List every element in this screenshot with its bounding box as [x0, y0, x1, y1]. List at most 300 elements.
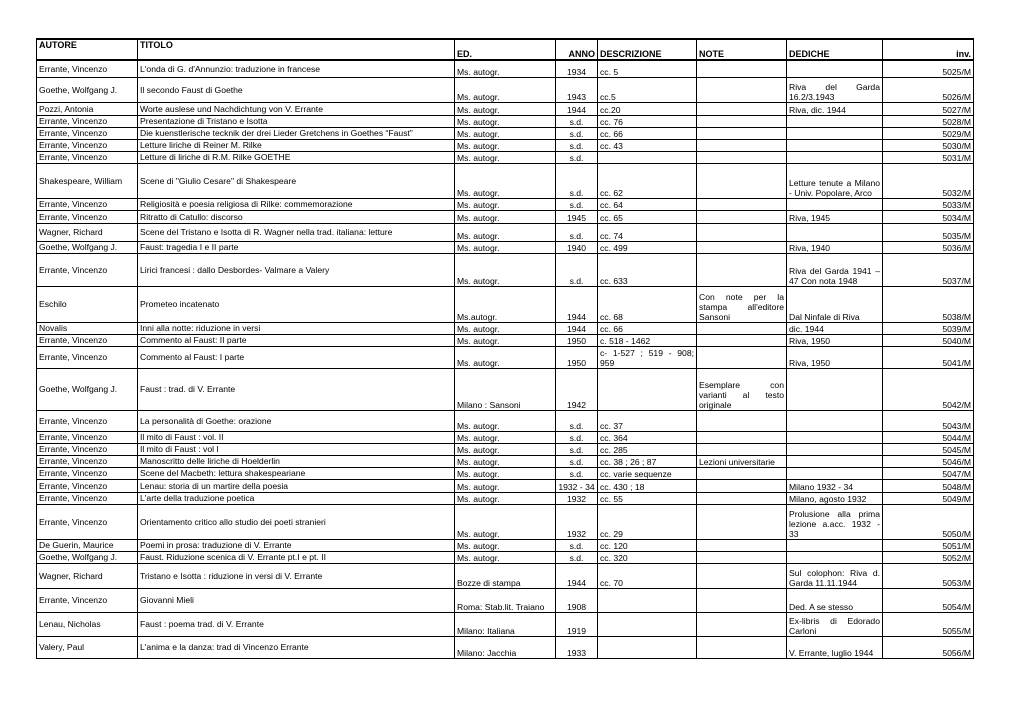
cell-autore: Errante, Vincenzo	[37, 253, 138, 286]
cell-inv: 5042/M	[883, 368, 974, 410]
cell-anno: s.d.	[556, 539, 598, 551]
table-row	[37, 115, 974, 127]
cell-anno: 1933	[556, 636, 598, 658]
cell-descrizione: cc. 55	[598, 492, 697, 504]
cell-dediche: Riva, 1940	[787, 241, 883, 253]
cell-note	[697, 563, 787, 588]
cell-ed: Ms. autogr.	[455, 455, 556, 467]
cell-anno: s.d.	[556, 410, 598, 431]
table-row	[37, 539, 974, 551]
table-row	[37, 286, 974, 322]
cell-note	[697, 253, 787, 286]
cell-dediche: Letture tenute a Milano - Univ. Popolare, Arco	[787, 163, 883, 198]
cell-descrizione: cc.5	[598, 77, 697, 102]
cell-inv: 5025/M	[883, 60, 974, 77]
table-row	[37, 368, 974, 410]
cell-dediche: Riva, 1950	[787, 334, 883, 346]
cell-titolo: Lenau: storia di un martire della poesia	[138, 479, 455, 492]
cell-inv: 5028/M	[883, 115, 974, 127]
cell-ed: Ms. autogr.	[455, 479, 556, 492]
cell-anno: s.d.	[556, 151, 598, 163]
cell-dediche: Riva, 1945	[787, 210, 883, 223]
cell-anno: s.d.	[556, 253, 598, 286]
cell-ed: Ms. autogr.	[455, 77, 556, 102]
cell-autore: Errante, Vincenzo	[37, 346, 138, 368]
cell-titolo: Orientamento critico allo studio dei poeti stranieri	[138, 504, 455, 539]
table-row	[37, 163, 974, 198]
cell-dediche	[787, 368, 883, 410]
cell-dediche: Ex-libris di Edorado Carloni	[787, 612, 883, 636]
cell-inv: 5027/M	[883, 102, 974, 115]
cell-descrizione: cc. 37	[598, 410, 697, 431]
cell-dediche	[787, 223, 883, 241]
cell-dediche	[787, 139, 883, 151]
cell-autore: Errante, Vincenzo	[37, 492, 138, 504]
cell-autore: Errante, Vincenzo	[37, 455, 138, 467]
cell-dediche: Prolusione alla prima lezione a.acc. 1932 - 33	[787, 504, 883, 539]
header-anno: ANNO	[556, 39, 598, 60]
cell-inv: 5044/M	[883, 431, 974, 443]
cell-dediche	[787, 60, 883, 77]
table-row	[37, 346, 974, 368]
table-row	[37, 431, 974, 443]
cell-inv: 5032/M	[883, 163, 974, 198]
cell-ed: Ms. autogr.	[455, 127, 556, 139]
cell-descrizione	[598, 368, 697, 410]
header-autore: AUTORE	[37, 39, 138, 60]
cell-descrizione: cc.20	[598, 102, 697, 115]
cell-titolo: Letture di liriche di R.M. Rilke GOETHE	[138, 151, 455, 163]
cell-note	[697, 346, 787, 368]
cell-titolo: Prometeo incatenato	[138, 286, 455, 322]
cell-titolo: Presentazione di Tristano e Isotta	[138, 115, 455, 127]
cell-ed: Bozze di stampa	[455, 563, 556, 588]
table-row	[37, 455, 974, 467]
cell-inv: 5054/M	[883, 588, 974, 612]
cell-inv: 5035/M	[883, 223, 974, 241]
cell-ed: Ms. autogr.	[455, 346, 556, 368]
cell-descrizione	[598, 151, 697, 163]
cell-dediche	[787, 455, 883, 467]
cell-descrizione: cc. 74	[598, 223, 697, 241]
cell-anno: 1934	[556, 60, 598, 77]
cell-autore: Wagner, Richard	[37, 223, 138, 241]
cell-descrizione: cc. 120	[598, 539, 697, 551]
table-row	[37, 612, 974, 636]
table-row	[37, 253, 974, 286]
table-body	[37, 60, 974, 658]
header-descrizione: DESCRIZIONE	[598, 39, 697, 60]
cell-titolo: Commento al Faust: I parte	[138, 346, 455, 368]
cell-descrizione: cc. 65	[598, 210, 697, 223]
cell-note	[697, 151, 787, 163]
cell-dediche: Riva del Garda 16.2/3.1943	[787, 77, 883, 102]
cell-autore: Errante, Vincenzo	[37, 588, 138, 612]
cell-dediche: V. Errante, luglio 1944	[787, 636, 883, 658]
cell-titolo: Tristano e Isotta : riduzione in versi di V. Errante	[138, 563, 455, 588]
cell-ed: Ms. autogr.	[455, 253, 556, 286]
cell-titolo: Lirici francesi : dallo Desbordes- Valmare a Valery	[138, 253, 455, 286]
cell-descrizione: cc. 66	[598, 127, 697, 139]
cell-dediche	[787, 539, 883, 551]
cell-inv: 5038/M	[883, 286, 974, 322]
cell-inv: 5052/M	[883, 551, 974, 563]
cell-dediche: Riva, 1950	[787, 346, 883, 368]
cell-inv: 5048/M	[883, 479, 974, 492]
cell-ed: Ms. autogr.	[455, 334, 556, 346]
table-row	[37, 210, 974, 223]
cell-dediche: Dal Ninfale di Riva	[787, 286, 883, 322]
cell-inv: 5055/M	[883, 612, 974, 636]
cell-ed: Ms. autogr.	[455, 539, 556, 551]
cell-note	[697, 115, 787, 127]
cell-titolo: Il secondo Faust di Goethe	[138, 77, 455, 102]
cell-titolo: Religiosità e poesia religiosa di Rilke: commemorazione	[138, 198, 455, 210]
cell-anno: 1932	[556, 492, 598, 504]
cell-note	[697, 467, 787, 479]
cell-descrizione: c- 1-527 ; 519 - 908; 959	[598, 346, 697, 368]
cell-anno: 1950	[556, 334, 598, 346]
cell-note	[697, 127, 787, 139]
table-row	[37, 77, 974, 102]
cell-titolo: Scene del Macbeth: lettura shakespeariane	[138, 467, 455, 479]
cell-descrizione: cc. 76	[598, 115, 697, 127]
cell-autore: Wagner, Richard	[37, 563, 138, 588]
cell-inv: 5034/M	[883, 210, 974, 223]
cell-autore: Goethe, Wolfgang J.	[37, 77, 138, 102]
cell-ed: Milano : Sansoni	[455, 368, 556, 410]
cell-anno: 1944	[556, 322, 598, 334]
cell-anno: s.d.	[556, 443, 598, 455]
cell-ed: Ms. autogr.	[455, 410, 556, 431]
cell-titolo: Letture liriche di Reiner M. Rilke	[138, 139, 455, 151]
cell-autore: Errante, Vincenzo	[37, 151, 138, 163]
cell-note	[697, 431, 787, 443]
cell-inv: 5037/M	[883, 253, 974, 286]
cell-descrizione: cc. 29	[598, 504, 697, 539]
cell-anno: 1919	[556, 612, 598, 636]
cell-anno: s.d.	[556, 223, 598, 241]
cell-autore: Goethe, Wolfgang J.	[37, 241, 138, 253]
table-row	[37, 467, 974, 479]
cell-titolo: Faust: tragedia I e II parte	[138, 241, 455, 253]
header-dediche: DEDICHE	[787, 39, 883, 60]
cell-anno: s.d.	[556, 127, 598, 139]
cell-descrizione: cc. 430 ; 18	[598, 479, 697, 492]
header-ed: ED.	[455, 39, 556, 60]
cell-dediche	[787, 151, 883, 163]
cell-ed: Ms. autogr.	[455, 151, 556, 163]
cell-note	[697, 334, 787, 346]
cell-inv: 5046/M	[883, 455, 974, 467]
cell-inv: 5043/M	[883, 410, 974, 431]
cell-titolo: Die kuenstlerische tecknik der drei Lieder Gretchens in Goethes “Faust”	[138, 127, 455, 139]
table-row	[37, 504, 974, 539]
cell-anno: s.d.	[556, 139, 598, 151]
cell-ed: Ms.autogr.	[455, 286, 556, 322]
cell-autore: Lenau, Nicholas	[37, 612, 138, 636]
cell-ed: Ms. autogr.	[455, 210, 556, 223]
cell-descrizione	[598, 588, 697, 612]
cell-titolo: Il mito di Faust : vol. II	[138, 431, 455, 443]
cell-note	[697, 163, 787, 198]
cell-anno: s.d.	[556, 198, 598, 210]
cell-autore: Errante, Vincenzo	[37, 410, 138, 431]
cell-note	[697, 223, 787, 241]
cell-note	[697, 504, 787, 539]
cell-inv: 5040/M	[883, 334, 974, 346]
cell-titolo: Il mito di Faust : vol I	[138, 443, 455, 455]
cell-inv: 5050/M	[883, 504, 974, 539]
catalog-sheet	[36, 38, 973, 659]
cell-titolo: Faust : trad. di V. Errante	[138, 368, 455, 410]
cell-dediche	[787, 410, 883, 431]
cell-dediche	[787, 551, 883, 563]
cell-anno: 1944	[556, 286, 598, 322]
cell-titolo: Faust : poema trad. di V. Errante	[138, 612, 455, 636]
cell-dediche	[787, 115, 883, 127]
cell-descrizione: cc. 62	[598, 163, 697, 198]
cell-titolo: Scene di "Giulio Cesare" di Shakespeare	[138, 163, 455, 198]
cell-autore: Shakespeare, William	[37, 163, 138, 198]
cell-inv: 5049/M	[883, 492, 974, 504]
table-row	[37, 198, 974, 210]
cell-descrizione: cc. 285	[598, 443, 697, 455]
cell-autore: Errante, Vincenzo	[37, 431, 138, 443]
cell-titolo: Worte auslese und Nachdichtung von V. Errante	[138, 102, 455, 115]
cell-note: Esemplare con varianti al testo originale	[697, 368, 787, 410]
cell-anno: 1943	[556, 77, 598, 102]
cell-note	[697, 60, 787, 77]
cell-dediche	[787, 127, 883, 139]
table-row	[37, 102, 974, 115]
cell-dediche: Sul colophon: Riva d. Garda 11.11.1944	[787, 563, 883, 588]
cell-autore: Novalis	[37, 322, 138, 334]
cell-autore: Errante, Vincenzo	[37, 210, 138, 223]
table-row	[37, 492, 974, 504]
cell-anno: s.d.	[556, 551, 598, 563]
cell-note	[697, 198, 787, 210]
cell-dediche: Milano, agosto 1932	[787, 492, 883, 504]
cell-dediche	[787, 443, 883, 455]
cell-ed: Milano: Italiana	[455, 612, 556, 636]
table-row	[37, 551, 974, 563]
cell-inv: 5029/M	[883, 127, 974, 139]
table-row	[37, 241, 974, 253]
cell-titolo: Poemi in prosa: traduzione di V. Errante	[138, 539, 455, 551]
table-row	[37, 479, 974, 492]
table-row	[37, 127, 974, 139]
cell-note	[697, 636, 787, 658]
cell-note	[697, 492, 787, 504]
header-inv: inv.	[883, 39, 974, 60]
cell-note	[697, 443, 787, 455]
cell-inv: 5045/M	[883, 443, 974, 455]
table-row	[37, 563, 974, 588]
cell-autore: Eschilo	[37, 286, 138, 322]
cell-ed: Ms. autogr.	[455, 115, 556, 127]
cell-descrizione: cc. 633	[598, 253, 697, 286]
cell-inv: 5047/M	[883, 467, 974, 479]
cell-ed: Roma: Stab.lit. Traiano	[455, 588, 556, 612]
cell-descrizione: cc. 38 ; 26 ; 87	[598, 455, 697, 467]
cell-anno: s.d.	[556, 163, 598, 198]
cell-autore: Goethe, Wolfgang J.	[37, 368, 138, 410]
cell-anno: 1940	[556, 241, 598, 253]
header-row	[37, 39, 974, 60]
cell-note	[697, 77, 787, 102]
cell-descrizione	[598, 636, 697, 658]
cell-titolo: Ritratto di Catullo: discorso	[138, 210, 455, 223]
table-row	[37, 334, 974, 346]
cell-descrizione: cc. 43	[598, 139, 697, 151]
cell-descrizione	[598, 612, 697, 636]
cell-note	[697, 241, 787, 253]
cell-autore: Goethe, Wolfgang J.	[37, 551, 138, 563]
cell-titolo: L'arte della traduzione poetica	[138, 492, 455, 504]
cell-dediche: dic. 1944	[787, 322, 883, 334]
header-note: NOTE	[697, 39, 787, 60]
cell-note	[697, 588, 787, 612]
cell-titolo: Inni alla notte: riduzione in versi	[138, 322, 455, 334]
cell-titolo: L'onda di G. d'Annunzio: traduzione in francese	[138, 60, 455, 77]
table-row	[37, 588, 974, 612]
cell-titolo: Scene del Tristano e Isotta di R. Wagner nella trad. italiana: letture	[138, 223, 455, 241]
cell-anno: 1944	[556, 102, 598, 115]
cell-descrizione: cc. 320	[598, 551, 697, 563]
cell-ed: Ms. autogr.	[455, 102, 556, 115]
cell-anno: 1932 - 34	[556, 479, 598, 492]
cell-anno: s.d.	[556, 467, 598, 479]
cell-note	[697, 210, 787, 223]
cell-dediche: Milano 1932 - 34	[787, 479, 883, 492]
cell-autore: Errante, Vincenzo	[37, 443, 138, 455]
cell-ed: Ms. autogr.	[455, 504, 556, 539]
table-row	[37, 139, 974, 151]
cell-anno: 1944	[556, 563, 598, 588]
cell-ed: Ms. autogr.	[455, 241, 556, 253]
cell-inv: 5033/M	[883, 198, 974, 210]
cell-titolo: Manoscritto delle liriche di Hoelderlin	[138, 455, 455, 467]
cell-anno: 1945	[556, 210, 598, 223]
cell-note	[697, 322, 787, 334]
cell-anno: 1932	[556, 504, 598, 539]
cell-note	[697, 102, 787, 115]
table-row	[37, 223, 974, 241]
table-row	[37, 443, 974, 455]
cell-note	[697, 410, 787, 431]
cell-titolo: Faust. Riduzione scenica di V. Errante pt.I e pt. II	[138, 551, 455, 563]
cell-titolo: Commento al Faust: II parte	[138, 334, 455, 346]
cell-inv: 5053/M	[883, 563, 974, 588]
cell-titolo: La personalità di Goethe: orazione	[138, 410, 455, 431]
cell-descrizione: cc. 70	[598, 563, 697, 588]
cell-autore: Errante, Vincenzo	[37, 467, 138, 479]
cell-autore: De Guerin, Maurice	[37, 539, 138, 551]
cell-anno: 1950	[556, 346, 598, 368]
cell-dediche	[787, 467, 883, 479]
cell-ed: Ms. autogr.	[455, 431, 556, 443]
cell-note	[697, 551, 787, 563]
cell-ed: Ms. autogr.	[455, 139, 556, 151]
cell-ed: Ms. autogr.	[455, 163, 556, 198]
cell-inv: 5026/M	[883, 77, 974, 102]
cell-autore: Errante, Vincenzo	[37, 115, 138, 127]
cell-inv: 5031/M	[883, 151, 974, 163]
cell-autore: Pozzi, Antonia	[37, 102, 138, 115]
cell-autore: Errante, Vincenzo	[37, 479, 138, 492]
cell-descrizione: cc. varie sequenze	[598, 467, 697, 479]
cell-descrizione: cc. 364	[598, 431, 697, 443]
cell-anno: s.d.	[556, 115, 598, 127]
cell-descrizione: cc. 68	[598, 286, 697, 322]
cell-inv: 5051/M	[883, 539, 974, 551]
cell-ed: Ms. autogr.	[455, 198, 556, 210]
table-row	[37, 636, 974, 658]
table-row	[37, 151, 974, 163]
catalog-table	[36, 38, 974, 659]
cell-titolo: L'anima e la danza: trad di Vincenzo Errante	[138, 636, 455, 658]
cell-descrizione: cc. 499	[598, 241, 697, 253]
cell-ed: Ms. autogr.	[455, 60, 556, 77]
cell-descrizione: cc. 64	[598, 198, 697, 210]
cell-inv: 5039/M	[883, 322, 974, 334]
cell-autore: Errante, Vincenzo	[37, 60, 138, 77]
cell-autore: Valery, Paul	[37, 636, 138, 658]
cell-inv: 5030/M	[883, 139, 974, 151]
cell-note: Lezioni universitarie	[697, 455, 787, 467]
cell-note	[697, 539, 787, 551]
cell-anno: s.d.	[556, 431, 598, 443]
cell-dediche	[787, 431, 883, 443]
cell-ed: Milano: Jacchia	[455, 636, 556, 658]
cell-autore: Errante, Vincenzo	[37, 139, 138, 151]
cell-titolo: Giovanni Mieli	[138, 588, 455, 612]
cell-dediche: Ded. A se stesso	[787, 588, 883, 612]
cell-ed: Ms. autogr.	[455, 223, 556, 241]
cell-descrizione: c. 518 - 1462	[598, 334, 697, 346]
cell-ed: Ms. autogr.	[455, 322, 556, 334]
cell-ed: Ms. autogr.	[455, 467, 556, 479]
cell-dediche: Riva del Garda 1941 – 47 Con nota 1948	[787, 253, 883, 286]
cell-inv: 5036/M	[883, 241, 974, 253]
header-titolo: TITOLO	[138, 39, 455, 60]
cell-ed: Ms. autogr.	[455, 443, 556, 455]
cell-anno: 1908	[556, 588, 598, 612]
table-row	[37, 322, 974, 334]
cell-inv: 5056/M	[883, 636, 974, 658]
table-row	[37, 60, 974, 77]
cell-anno: 1942	[556, 368, 598, 410]
cell-note: Con note per la stampa all'editore Sansoni	[697, 286, 787, 322]
cell-note	[697, 479, 787, 492]
cell-autore: Errante, Vincenzo	[37, 127, 138, 139]
cell-autore: Errante, Vincenzo	[37, 334, 138, 346]
cell-descrizione: cc. 5	[598, 60, 697, 77]
cell-autore: Errante, Vincenzo	[37, 198, 138, 210]
cell-note	[697, 612, 787, 636]
cell-anno: s.d.	[556, 455, 598, 467]
cell-ed: Ms. autogr.	[455, 551, 556, 563]
cell-dediche: Riva, dic. 1944	[787, 102, 883, 115]
cell-note	[697, 139, 787, 151]
cell-autore: Errante, Vincenzo	[37, 504, 138, 539]
cell-inv: 5041/M	[883, 346, 974, 368]
cell-ed: Ms. autogr.	[455, 492, 556, 504]
cell-dediche	[787, 198, 883, 210]
cell-descrizione: cc. 66	[598, 322, 697, 334]
table-row	[37, 410, 974, 431]
